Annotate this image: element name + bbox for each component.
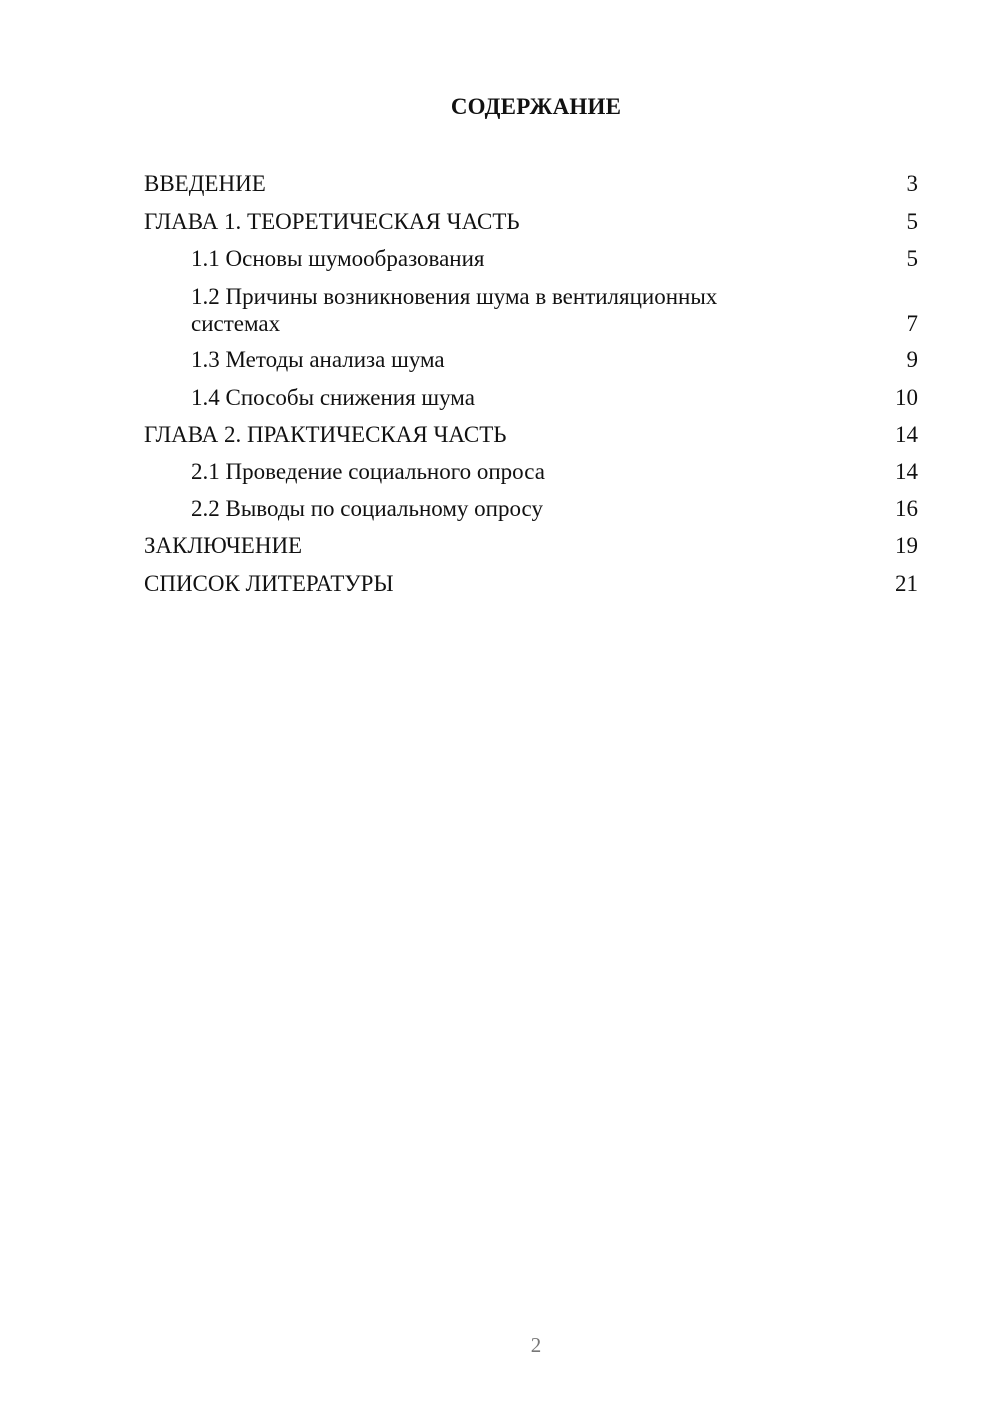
toc-entry-label: 2.1 Проведение социального опроса <box>191 459 545 484</box>
toc-entry-label: 1.2 Причины возникновения шума в вентиляционных системах <box>191 284 718 336</box>
toc-entry-label: ЗАКЛЮЧЕНИЕ <box>144 533 303 558</box>
toc-entry-page: 5 <box>906 209 918 234</box>
toc-entry-page: 16 <box>895 496 918 521</box>
toc-entry-label: СПИСОК ЛИТЕРАТУРЫ <box>144 571 394 596</box>
toc-entry-section-2-2[interactable] <box>191 495 918 522</box>
toc-entry-chapter-1[interactable] <box>144 208 918 235</box>
toc-entry-introduction[interactable] <box>144 170 918 197</box>
toc-entry-label: ГЛАВА 2. ПРАКТИЧЕСКАЯ ЧАСТЬ <box>144 422 507 447</box>
toc-entry-section-2-1[interactable] <box>191 458 918 485</box>
toc-entry-page: 10 <box>895 385 918 410</box>
toc-entry-label: 1.1 Основы шумообразования <box>191 246 485 271</box>
page-title: СОДЕРЖАНИЕ <box>450 94 622 119</box>
toc-entry-chapter-2[interactable] <box>144 421 918 448</box>
toc-entry-page: 7 <box>906 311 918 336</box>
toc-entry-section-1-2[interactable] <box>191 283 918 337</box>
toc-entry-page: 3 <box>906 171 918 196</box>
toc-entry-page: 19 <box>895 533 918 558</box>
toc-entry-conclusion[interactable] <box>144 532 918 559</box>
toc-entry-label: ВВЕДЕНИЕ <box>144 171 266 196</box>
toc-entry-label: 2.2 Выводы по социальному опросу <box>191 496 543 521</box>
toc-entry-label: 1.4 Способы снижения шума <box>191 385 475 410</box>
toc-entry-page: 5 <box>906 246 918 271</box>
toc-entry-section-1-1[interactable] <box>191 245 918 272</box>
toc-entry-page: 14 <box>895 459 918 484</box>
toc-entry-page: 21 <box>895 571 918 596</box>
toc-entry-label: ГЛАВА 1. ТЕОРЕТИЧЕСКАЯ ЧАСТЬ <box>144 209 520 234</box>
toc-entry-page: 14 <box>895 422 918 447</box>
toc-entry-section-1-4[interactable] <box>191 384 918 411</box>
toc-entry-label: 1.3 Методы анализа шума <box>191 347 445 372</box>
toc-entry-references[interactable] <box>144 570 918 597</box>
toc-entry-page: 9 <box>906 347 918 372</box>
page-number: 2 <box>530 1333 542 1357</box>
toc-entry-section-1-3[interactable] <box>191 346 918 373</box>
